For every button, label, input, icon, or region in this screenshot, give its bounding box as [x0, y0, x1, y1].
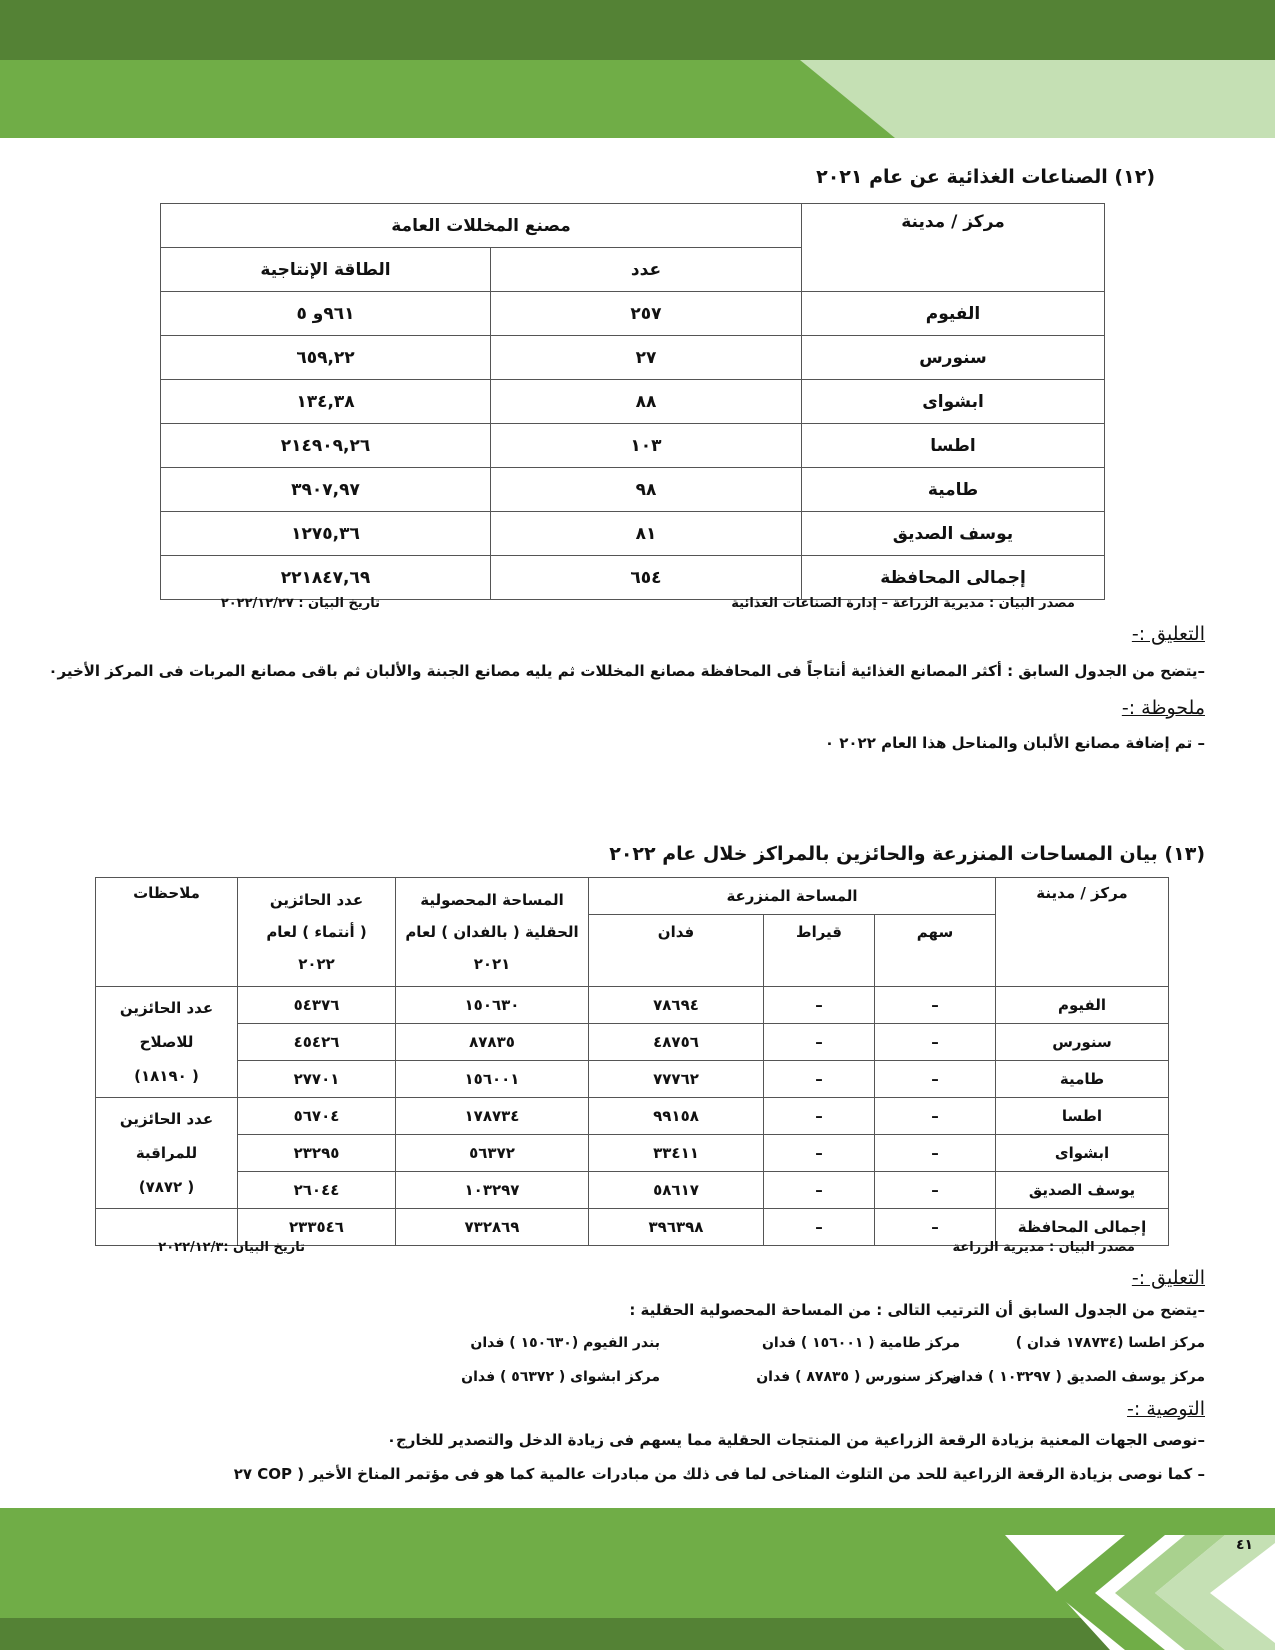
col-holders-line1: عدد الحائزين [269, 891, 364, 909]
col-qirat-header: قيراط [764, 915, 875, 987]
table-row [161, 292, 1105, 336]
col-notes-header: ملاحظات [96, 878, 238, 987]
cell-center: إجمالى المحافظة [996, 1209, 1169, 1246]
table-row [96, 1135, 1169, 1172]
cell-feddan: ٩٩١٥٨ [589, 1098, 764, 1135]
note-reform-line2: للاصلاح [139, 1033, 194, 1051]
cell-harvest: ٥٦٣٧٢ [396, 1135, 589, 1172]
header-decoration [0, 60, 1275, 138]
note-reform-line3: ( ١٨١٩٠) [134, 1067, 199, 1085]
note-text: – تم إضافة مصانع الألبان والمناحل هذا العام ٢٠٢٢ ٠ [824, 734, 1205, 752]
cell-center: ابشواى [802, 380, 1105, 424]
col-center-header: مركز / مدينة [996, 878, 1169, 987]
cell-center: يوسف الصديق [802, 512, 1105, 556]
cell-harvest: ٨٧٨٣٥ [396, 1024, 589, 1061]
cell-holders: ٢٧٧٠١ [238, 1061, 396, 1098]
table-row-total [161, 556, 1105, 600]
cell-center: طامية [802, 468, 1105, 512]
ranking-item: مركز يوسف الصديق ( ١٠٣٢٩٧ ) فدان [949, 1369, 1205, 1385]
table-row [161, 380, 1105, 424]
cultivated-areas-table [95, 877, 1169, 1246]
ranking-item: مركز اطسا (١٧٨٧٣٤ فدان ) [1015, 1335, 1205, 1351]
cell-holders: ٤٥٤٢٦ [238, 1024, 396, 1061]
cell-capacity: ٢١٤٩٠٩,٢٦ [161, 424, 491, 468]
cell-qirat: – [764, 1098, 875, 1135]
col-count-header: عدد [491, 248, 802, 292]
cell-center: اطسا [996, 1098, 1169, 1135]
note-monitoring-line1: عدد الحائزين [119, 1110, 214, 1128]
table12-title: (١٢) الصناعات الغذائية عن عام ٢٠٢١ [816, 166, 1155, 188]
cell-feddan: ٥٨٦١٧ [589, 1172, 764, 1209]
cell-count: ٦٥٤ [491, 556, 802, 600]
cell-qirat: – [764, 1209, 875, 1246]
col-holders-header [238, 878, 396, 987]
col-center-header: مركز / مدينة [802, 204, 1105, 292]
col-planted-header: المساحة المنزرعة [589, 878, 996, 915]
cell-count: ٢٥٧ [491, 292, 802, 336]
col-holders-line3: ٢٠٢٢ [298, 955, 335, 973]
cell-sahm: – [875, 1024, 996, 1061]
table-row [161, 468, 1105, 512]
cell-capacity: ٣٩٠٧,٩٧ [161, 468, 491, 512]
cell-sahm: – [875, 1209, 996, 1246]
note-monitoring-line3: ( ٧٨٧٢) [138, 1178, 195, 1196]
cell-sahm: – [875, 1061, 996, 1098]
cell-qirat: – [764, 1061, 875, 1098]
cell-center: سنورس [802, 336, 1105, 380]
table-row [96, 987, 1169, 1024]
col-holders-line2: ( أنتماء ) لعام [266, 923, 367, 941]
comment12-text: –يتضح من الجدول السابق : أكثر المصانع الغذائية أنتاجاً فى المحافظة مصانع المخللات ثم يليه مصانع الجبنة والألبان ثم باقى مصانع المربات فى المركز الأخير٠ [48, 662, 1205, 680]
col-group-header: مصنع المخللات العامة [161, 204, 802, 248]
note-heading: ملحوظة :- [1121, 697, 1205, 719]
cell-qirat: – [764, 1135, 875, 1172]
page-number: ٤١ [1236, 1537, 1254, 1553]
cell-qirat: – [764, 1172, 875, 1209]
food-industries-table [160, 203, 1105, 600]
cell-capacity: ٦٥٩,٢٢ [161, 336, 491, 380]
cell-qirat: – [764, 1024, 875, 1061]
ranking-item: مركز طامية ( ١٥٦٠٠١ ) فدان [761, 1335, 960, 1351]
cell-sahm: – [875, 1098, 996, 1135]
header-band-dark [0, 0, 1275, 60]
table-row [96, 1024, 1169, 1061]
cell-holders: ٢٣٣٥٤٦ [238, 1209, 396, 1246]
cell-count: ٢٧ [491, 336, 802, 380]
col-harvest-header [396, 878, 589, 987]
cell-center: طامية [996, 1061, 1169, 1098]
cell-harvest: ١٥٠٦٣٠ [396, 987, 589, 1024]
cell-capacity: ٢٢١٨٤٧,٦٩ [161, 556, 491, 600]
comment12-heading: التعليق :- [1131, 623, 1205, 645]
cell-center: سنورس [996, 1024, 1169, 1061]
cell-capacity: ١٣٤,٣٨ [161, 380, 491, 424]
cell-sahm: – [875, 1172, 996, 1209]
comment13-heading: التعليق :- [1131, 1267, 1205, 1289]
cell-feddan: ٤٨٧٥٦ [589, 1024, 764, 1061]
col-feddan-header: فدان [589, 915, 764, 987]
col-harvest-line3: ٢٠٢١ [473, 955, 511, 973]
cell-harvest: ١٥٦٠٠١ [396, 1061, 589, 1098]
cell-center: الفيوم [996, 987, 1169, 1024]
comment13-intro: –يتضح من الجدول السابق أن الترتيب التالى : من المساحة المحصولية الحقلية : [629, 1301, 1205, 1319]
footer-decoration [0, 1535, 1275, 1650]
cell-center: الفيوم [802, 292, 1105, 336]
cell-holders: ٥٦٧٠٤ [238, 1098, 396, 1135]
col-harvest-line1: المساحة المحصولية [420, 891, 564, 909]
cell-harvest: ١٠٣٢٩٧ [396, 1172, 589, 1209]
cell-harvest: ١٧٨٧٣٤ [396, 1098, 589, 1135]
table13-title: (١٣) بيان المساحات المنزرعة والحائزين بالمراكز خلال عام ٢٠٢٢ [609, 843, 1205, 865]
cell-center: ابشواى [996, 1135, 1169, 1172]
cell-harvest: ٧٣٢٨٦٩ [396, 1209, 589, 1246]
cell-sahm: – [875, 987, 996, 1024]
recommendation-heading: التوصية :- [1127, 1398, 1205, 1420]
col-capacity-header: الطاقة الإنتاجية [161, 248, 491, 292]
table-row [96, 1061, 1169, 1098]
recommendation-2: – كما نوصى بزيادة الرقعة الزراعية للحد من التلوث المناخى لما فى ذلك من مبادرات عالمية كما هو فى مؤتمر المناخ الأخير ( COP ٢٧ [233, 1465, 1205, 1483]
cell-capacity: ١٢٧٥,٣٦ [161, 512, 491, 556]
table-row [161, 336, 1105, 380]
table12-date: تاريخ البيان : ٢٠٢٢/١٢/٢٧ [220, 596, 380, 611]
cell-holders: ٥٤٣٧٦ [238, 987, 396, 1024]
cell-holders: ٢٣٢٩٥ [238, 1135, 396, 1172]
cell-center: إجمالى المحافظة [802, 556, 1105, 600]
ranking-item: مركز ابشواى ( ٥٦٣٧٢ ) فدان [461, 1369, 660, 1385]
recommendation-1: –نوصى الجهات المعنية بزيادة الرقعة الزراعية من المنتجات الحقلية مما يسهم فى زيادة الدخل والتصدير للخارج٠ [386, 1431, 1205, 1449]
cell-sahm: – [875, 1135, 996, 1172]
table-row [161, 424, 1105, 468]
col-sahm-header: سهم [875, 915, 996, 987]
cell-center: يوسف الصديق [996, 1172, 1169, 1209]
table13-date: تاريخ البيان :٢٠٢٢/١٢/٣ [158, 1240, 305, 1255]
cell-center: اطسا [802, 424, 1105, 468]
ranking-item: مركز سنورس ( ٨٧٨٣٥ ) فدان [756, 1369, 960, 1385]
note-reform [96, 987, 238, 1098]
cell-count: ٩٨ [491, 468, 802, 512]
cell-count: ١٠٣ [491, 424, 802, 468]
table12-source: مصدر البيان : مديرية الزراعة – إدارة الصناعات الغذائية [731, 596, 1075, 611]
note-monitoring-line2: للمراقبة [135, 1144, 198, 1162]
cell-qirat: – [764, 987, 875, 1024]
table-row [96, 1098, 1169, 1135]
cell-holders: ٢٦٠٤٤ [238, 1172, 396, 1209]
col-harvest-line2: الحقلية ( بالفدان ) لعام [405, 923, 579, 941]
cell-count: ٨١ [491, 512, 802, 556]
table-row [161, 512, 1105, 556]
ranking-item: بندر الفيوم (١٥٠٦٣٠ ) فدان [470, 1335, 660, 1351]
table-row [96, 1172, 1169, 1209]
cell-feddan: ٧٨٦٩٤ [589, 987, 764, 1024]
cell-feddan: ٣٩٦٣٩٨ [589, 1209, 764, 1246]
cell-feddan: ٧٧٧٦٢ [589, 1061, 764, 1098]
note-reform-line1: عدد الحائزين [119, 999, 214, 1017]
cell-count: ٨٨ [491, 380, 802, 424]
cell-capacity: ٩٦١و ٥ [161, 292, 491, 336]
cell-feddan: ٣٣٤١١ [589, 1135, 764, 1172]
table13-source: مصدر البيان : مديرية الزراعة [952, 1240, 1135, 1255]
note-monitoring [96, 1098, 238, 1209]
